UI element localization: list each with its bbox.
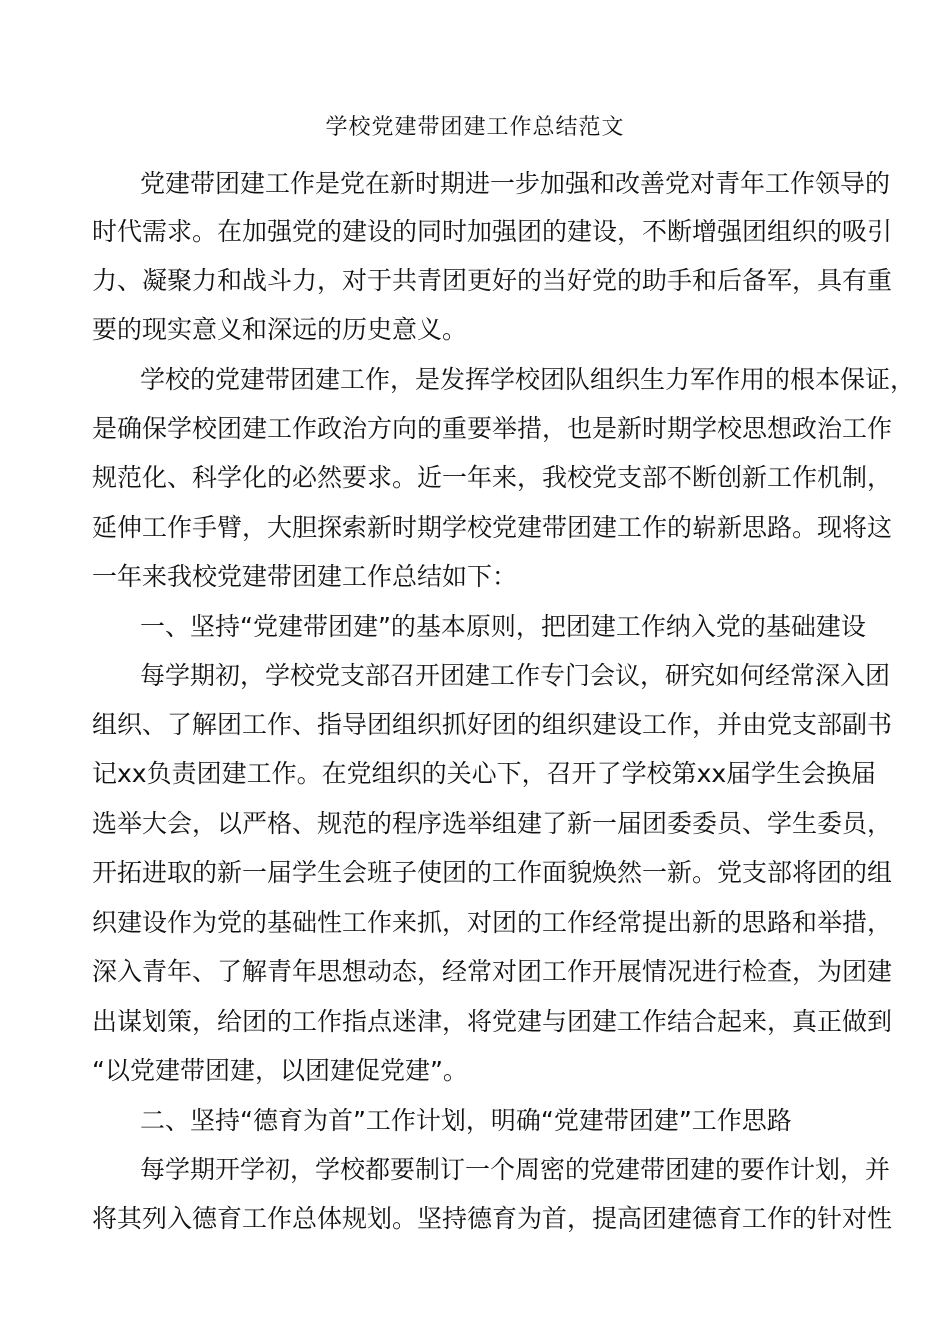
- text-line: 出谋划策，给团的工作指点迷津，将党建与团建工作结合起来，真正做到: [92, 1007, 893, 1036]
- document-title: 学校党建带团建工作总结范文: [325, 115, 625, 140]
- text-line: 组织、了解团工作、指导团组织抓好团的组织建设工作，并由党支部副书: [92, 710, 893, 739]
- text-line: 学校的党建带团建工作，是发挥学校团队组织生力军作用的根本保证，: [140, 365, 916, 394]
- text-line: 织建设作为党的基础性工作来抓，对团的工作经常提出新的思路和举措，: [92, 908, 893, 937]
- section-heading: 二、坚持“德育为首”工作计划，明确“党建带团建”工作思路: [140, 1106, 792, 1135]
- section-heading: 一、坚持“党建带团建”的基本原则，把团建工作纳入党的基础建设: [140, 612, 866, 641]
- text-line: 延伸工作手臂，大胆探索新时期学校党建带团建工作的崭新思路。现将这: [92, 513, 893, 542]
- text-line: 深入青年、了解青年思想动态，经常对团工作开展情况进行检查，为团建: [92, 957, 893, 986]
- text-line: 党建带团建工作是党在新时期进一步加强和改善党对青年工作领导的: [140, 169, 891, 198]
- text-line: 选举大会，以严格、规范的程序选举组建了新一届团委委员、学生委员，: [92, 809, 893, 838]
- text-line: 规范化、科学化的必然要求。近一年来，我校党支部不断创新工作机制，: [92, 463, 893, 492]
- text-line: 每学期初，学校党支部召开团建工作专门会议，研究如何经常深入团: [140, 661, 891, 690]
- text-line: 开拓进取的新一届学生会班子使团的工作面貌焕然一新。党支部将团的组: [92, 858, 893, 887]
- text-line: 力、凝聚力和战斗力，对于共青团更好的当好党的助手和后备军，具有重: [92, 266, 893, 295]
- text-line: 要的现实意义和深远的历史意义。: [92, 315, 468, 344]
- text-line: 是确保学校团建工作政治方向的重要举措，也是新时期学校思想政治工作: [92, 414, 893, 443]
- text-line: 记xx负责团建工作。在党组织的关心下，召开了学校第xx届学生会换届: [92, 759, 877, 788]
- text-line: “以党建带团建，以团建促党建”。: [92, 1056, 468, 1085]
- text-line: 一年来我校党建带团建工作总结如下：: [92, 562, 518, 591]
- text-line: 时代需求。在加强党的建设的同时加强团的建设，不断增强团组织的吸引: [92, 217, 893, 246]
- text-line: 将其列入德育工作总体规划。坚持德育为首，提高团建德育工作的针对性: [92, 1204, 893, 1233]
- text-line: 每学期开学初，学校都要制订一个周密的党建带团建的要作计划，并: [140, 1155, 891, 1184]
